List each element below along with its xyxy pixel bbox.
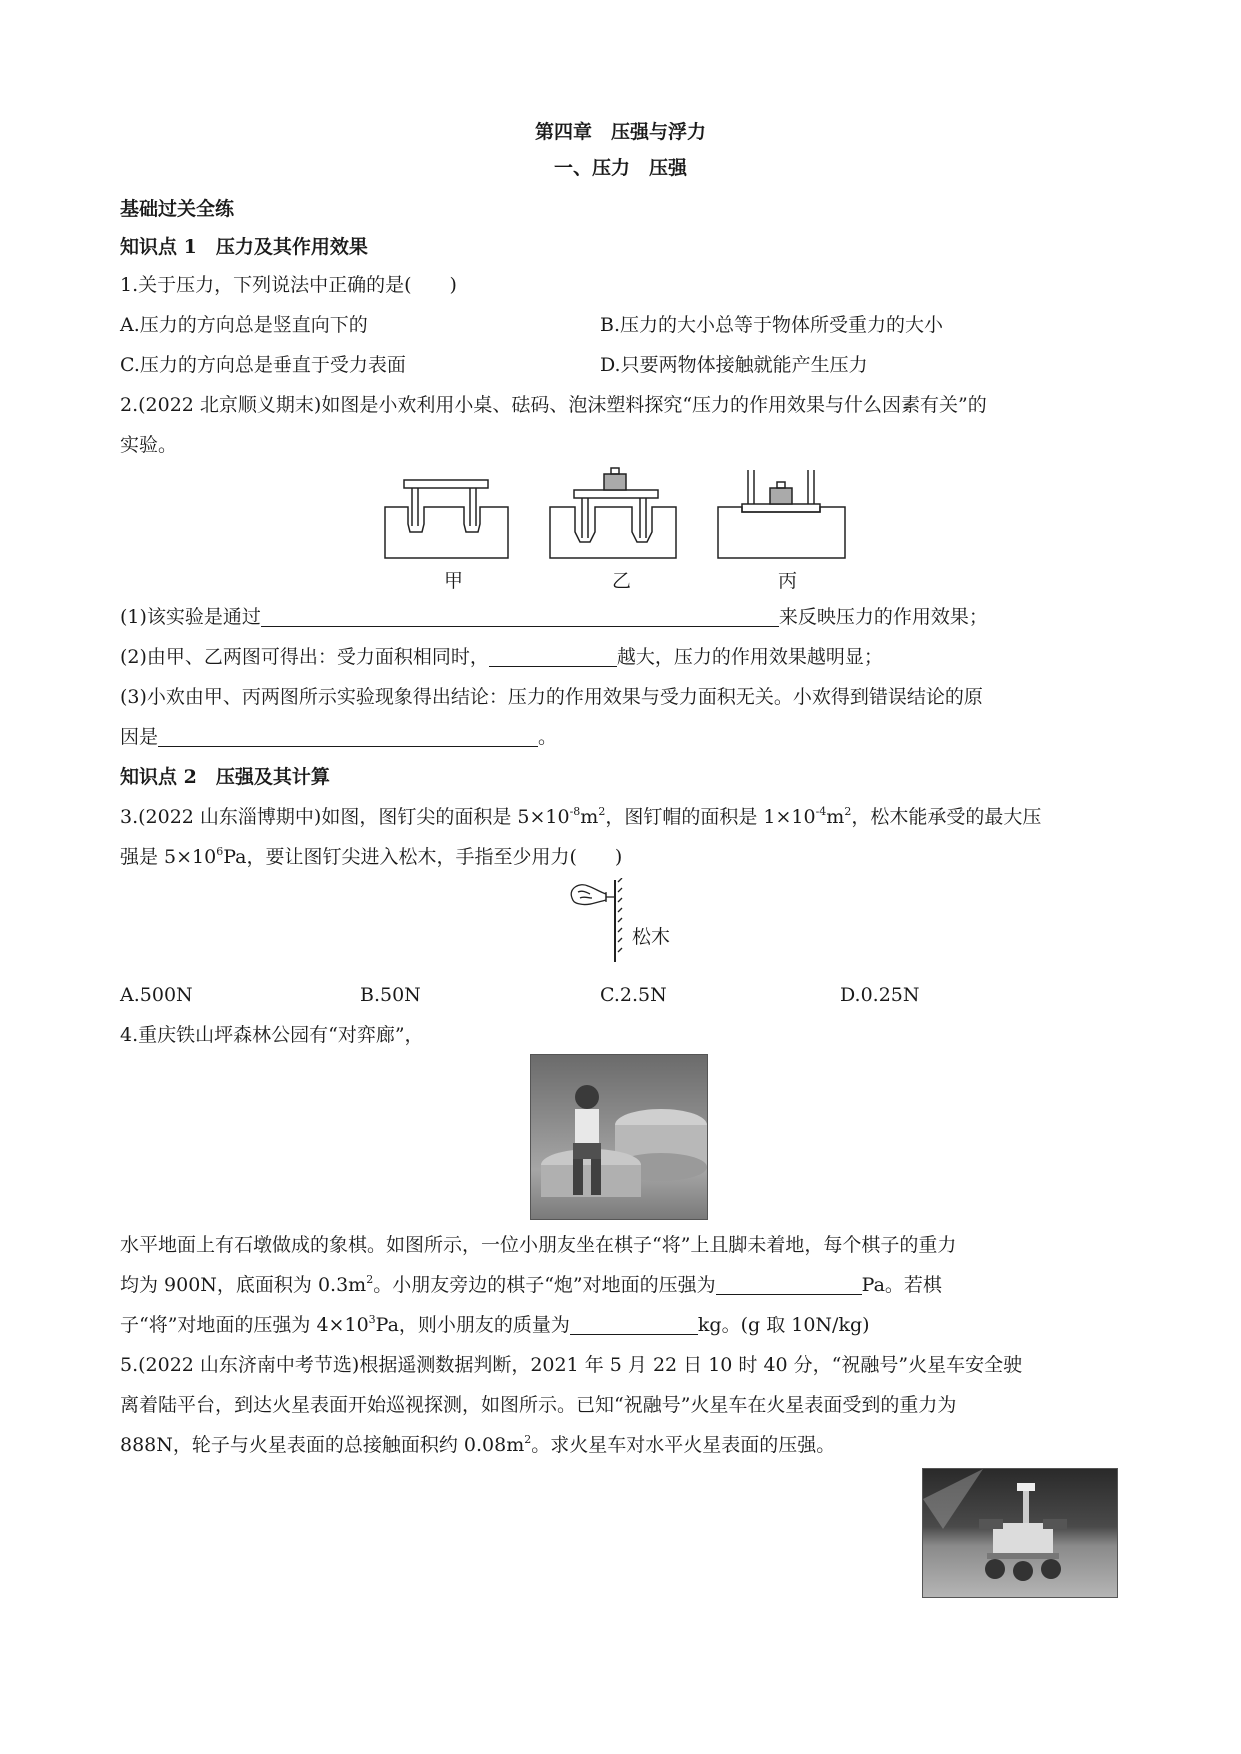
answer-blank[interactable] (716, 1274, 862, 1295)
question-3-stem-line1: 3.(2022 山东淄博期中)如图，图钉尖的面积是 $5\times 10^{-8}m^2$，图钉帽的面积是 $1\times 10^{-4}m^2$，松木能承受的最大压 (120, 805, 1042, 828)
q2-part-1: (1)该实验是通过 来反映压力的作用效果； (120, 606, 988, 628)
figure-label-pine: 松木 (632, 926, 671, 948)
question-2-stem-line1: 2.(2022 北京顺义期末)如图是小欢利用小桌、砝码、泡沫塑料探究“压力的作用效果与什么因素有关”的 (120, 394, 987, 416)
mars-rover-photo (922, 1468, 1118, 1598)
chess-stool-photo (530, 1054, 708, 1220)
q3-option-c: C.2.5N (600, 984, 667, 1006)
answer-blank[interactable] (570, 1314, 698, 1335)
q1-option-c: C.压力的方向总是垂直于受力表面 (120, 354, 406, 376)
question-4-line4: 子“将”对地面的压强为 $4\times 10^3Pa$，则小朋友的质量为 kg。(g 取 10N/kg) (120, 1313, 870, 1336)
question-5-line3: 888N，轮子与火星表面的总接触面积约 $0.08m^2$。求火星车对水平火星表面的压强。 (120, 1433, 836, 1456)
thumbtack-pine-figure (566, 878, 626, 964)
question-4-line3: 均为 900N，底面积为 $0.3m^2$。小朋友旁边的棋子“炮”对地面的压强为 Pa。若棋 (120, 1273, 942, 1296)
answer-blank[interactable] (261, 606, 779, 627)
question-1-stem: 1.关于压力，下列说法中正确的是( ) (120, 274, 457, 296)
knowledge-point-1: 知识点 1 压力及其作用效果 (120, 236, 368, 258)
question-2-stem-line2: 实验。 (120, 434, 178, 456)
figure-label-jia: 甲 (444, 570, 464, 592)
question-5-line1: 5.(2022 山东济南中考节选)根据遥测数据判断，2021 年 5 月 22 日 10 时 40 分，“祝融号”火星车安全驶 (120, 1354, 1023, 1376)
question-3-stem-line2: 强是 $5\times 10^6Pa$，要让图钉尖进入松木，手指至少用力( ) (120, 845, 623, 868)
section-title: 一、压力 压强 (553, 157, 687, 179)
figure-label-bing: 丙 (778, 570, 798, 592)
question-5-line2: 离着陆平台，到达火星表面开始巡视探测，如图所示。已知“祝融号”火星车在火星表面受到的重力为 (120, 1394, 957, 1416)
question-4-line1: 4.重庆铁山坪森林公园有“对弈廊”， (120, 1024, 424, 1046)
q1-option-d: D.只要两物体接触就能产生压力 (600, 354, 868, 376)
figure-label-yi: 乙 (612, 570, 632, 592)
q3-option-d: D.0.25N (840, 984, 920, 1006)
q1-option-a: A.压力的方向总是竖直向下的 (120, 314, 368, 336)
chapter-title: 第四章 压强与浮力 (534, 121, 706, 143)
knowledge-point-2: 知识点 2 压强及其计算 (120, 766, 330, 788)
pressure-experiment-figure (380, 462, 860, 562)
exercise-section-heading: 基础过关全练 (120, 198, 235, 220)
q3-option-b: B.50N (360, 984, 421, 1006)
answer-blank[interactable] (158, 726, 538, 747)
q2-part-2: (2)由甲、乙两图可得出：受力面积相同时， 越大，压力的作用效果越明显； (120, 646, 883, 668)
answer-blank[interactable] (489, 646, 617, 667)
q1-option-b: B.压力的大小总等于物体所受重力的大小 (600, 314, 944, 336)
q3-option-a: A.500N (120, 984, 193, 1006)
question-4-line2: 水平地面上有石墩做成的象棋。如图所示，一位小朋友坐在棋子“将”上且脚未着地，每个棋子的重力 (120, 1234, 957, 1256)
q2-part-3-line2: 因是 。 (120, 726, 558, 748)
q2-part-3-line1: (3)小欢由甲、丙两图所示实验现象得出结论：压力的作用效果与受力面积无关。小欢得到错误结论的原 (120, 686, 983, 708)
